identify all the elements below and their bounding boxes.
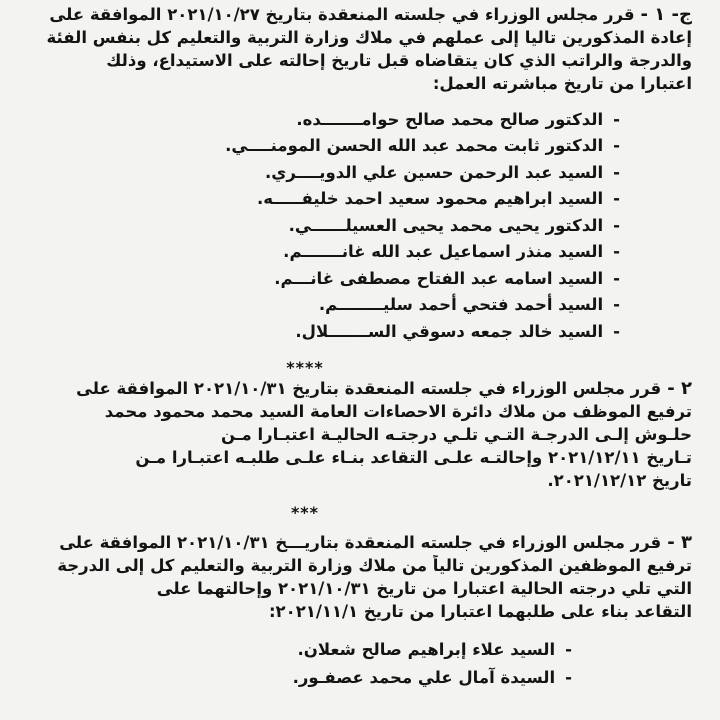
section2-marker: ٢ - <box>667 378 692 399</box>
section3-item: -السيدة آمال علي محمد عصفـور. <box>292 668 572 687</box>
section1-line-1: ج- ١ -قرر مجلس الوزراء في جلسته المنعقدة بتاريخ ٢٠٢١/١٠/٢٧ الموافقة على <box>49 4 692 25</box>
section1-item: -السيد اسامه عبد الفتاح مصطفى غانـــم. <box>274 269 620 288</box>
section2-line-4: تـاريخ ٢٠٢١/١٢/١١ وإحالتـه علـى التقاعد بنـاء علـى طلبـه اعتبـارا مـن <box>135 448 692 467</box>
section3-item: -السيد علاء إبراهيم صالح شعلان. <box>297 640 572 659</box>
section1-item: -الدكتور صالح محمد صالح حوامـــــــده. <box>296 110 620 129</box>
separator-stars-2: *** <box>290 503 320 522</box>
section3-line-3: التي تلي درجته الحالية اعتبارا من تاريخ ٢٠٢١/١٠/٣١ وإحالتهما على <box>156 579 692 598</box>
section3-line-2: ترفيع الموظفين المذكورين تالياً من ملاك وزارة التربية والتعليم كل إلى الدرجة <box>57 556 692 575</box>
section3-line-4: التقاعد بناء على طلبهما اعتبارا من تاريخ ٢٠٢١/١١/١: <box>268 602 692 621</box>
section1-line-2: إعادة المذكورين تاليا إلى عملهم في ملاك وزارة التربية والتعليم كل بنفس الفئة <box>46 28 692 47</box>
section1-item: -الدكتور ثابت محمد عبد الله الحسن المومنــــي. <box>225 136 620 155</box>
section1-item: -السيد عبد الرحمن حسين علي الدويــــري. <box>265 163 620 182</box>
section1-item: -السيد خالد جمعه دسوقي الســـــــلال. <box>295 322 620 341</box>
separator-stars-1: **** <box>286 358 324 377</box>
section1-marker: ج- ١ - <box>640 4 692 25</box>
section3-line-1: ٣ -قرر مجلس الوزراء في جلسته المنعقدة بتاريـــخ ٢٠٢١/١٠/٣١ الموافقة على <box>59 532 692 553</box>
section1-item: -السيد ابراهيم محمود سعيد احمد خليفـــــه. <box>256 189 620 208</box>
section1-item: -الدكتور يحيى محمد يحيى العسيلــــــي. <box>288 216 620 235</box>
section1-line-4: اعتبارا من تاريخ مباشرته العمل: <box>432 74 692 93</box>
section3-marker: ٣ - <box>667 532 692 553</box>
section1-item: -السيد أحمد فتحي أحمد سليــــــــم. <box>318 295 620 314</box>
section2-line-1: ٢ -قرر مجلس الوزراء في جلسته المنعقدة بتاريخ ٢٠٢١/١٠/٣١ الموافقة على <box>76 378 692 399</box>
section2-line-5: تاريخ ٢٠٢١/١٢/١٢. <box>547 471 692 490</box>
section1-line-3: والدرجة والراتب الذي كان يتقاضاه قبل تاريخ إحالته على الاستيداع، وذلك <box>106 51 692 70</box>
section2-line-3: حلـوش إلـى الدرجـة التـي تلـي درجتـه الحاليـة اعتبـارا مـن <box>221 425 692 444</box>
section2-line-2: ترفيع الموظف من ملاك دائرة الاحصاءات العامة السيد محمد محمود محمد <box>104 402 692 421</box>
section1-item: -السيد منذر اسماعيل عبد الله غانـــــــم. <box>283 242 620 261</box>
